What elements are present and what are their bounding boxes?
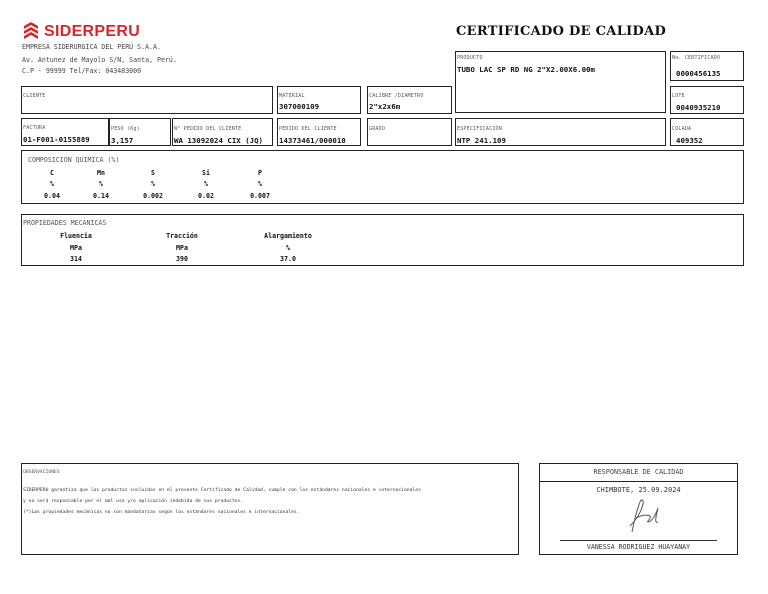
peso-value: 3,157 — [111, 136, 134, 145]
calibre-label: CALIBRE /DIAMETRO — [369, 93, 424, 99]
mech-value: 390 — [176, 255, 188, 263]
peso-box — [109, 118, 171, 146]
company-contact: C.P - 99999 Tel/Fax: 043483000 — [22, 67, 142, 75]
colada-value: 409352 — [676, 136, 703, 145]
lote-box — [670, 86, 744, 114]
observaciones-line: y no será responsable por el mal uso y/o aplicación indebida de sus productos. — [23, 499, 244, 504]
material-label: MATERIAL — [279, 93, 305, 99]
especificacion-value: NTP 241.109 — [457, 136, 506, 145]
responsable-name: VANESSA RODRIGUEZ HUAYANAY — [586, 543, 691, 551]
observaciones-box — [21, 463, 519, 555]
pedido-value: 14373461/000010 — [279, 136, 346, 145]
observaciones-label: OBSERVACIONES — [23, 470, 60, 475]
mech-name: Tracción — [166, 232, 198, 240]
chemical-title: COMPOSICION QUIMICA (%) — [28, 156, 120, 164]
colada-label: COLADA — [672, 126, 692, 132]
pedido-cliente-label: N° PEDIDO DEL CLIENTE — [174, 126, 242, 132]
especificacion-label: ESPECIFICACIÓN — [457, 126, 502, 132]
pedido-label: PEDIDO DEL CLIENTE — [279, 126, 337, 132]
chem-value: 0.14 — [93, 192, 109, 200]
document-title: CERTIFICADO DE CALIDAD — [456, 24, 667, 39]
chem-value: 0.04 — [44, 192, 60, 200]
factura-box — [21, 118, 109, 146]
producto-value: TUBO LAC SP RD NG 2"X2.00X6.00m — [457, 65, 595, 74]
responsable-place-date: CHIMBOTE, 25.09.2024 — [596, 486, 681, 494]
company-address: Av. Antunez de Mayolo S/N, Santa, Perú. — [22, 56, 177, 64]
mech-unit: % — [286, 244, 290, 252]
calibre-value: 2"x2x6m — [369, 102, 401, 111]
chem-element: C — [50, 169, 54, 177]
mech-value: 37.0 — [280, 255, 296, 263]
material-box — [277, 86, 361, 114]
certificado-label: No. CERTIFICADO — [672, 55, 721, 61]
mechanical-title: PROPIEDADES MECÁNICAS — [23, 219, 107, 227]
chem-value: 0.002 — [143, 192, 163, 200]
factura-value: 01-F001-0155889 — [23, 135, 90, 144]
chem-value: 0.02 — [198, 192, 214, 200]
chem-unit: % — [50, 180, 54, 188]
mechanical-properties-section — [21, 214, 744, 266]
chem-unit: % — [151, 180, 155, 188]
calibre-box — [367, 86, 452, 114]
colada-box — [670, 118, 744, 146]
company-name: EMPRESA SIDERURGICA DEL PERÚ S.A.A. — [22, 43, 161, 51]
observaciones-line: (*)Las propiedades mecánicas no son mandatorias según los estándares nacionales e internacionales. — [23, 510, 300, 515]
material-value: 307000109 — [279, 102, 320, 111]
mech-name: Alargamiento — [264, 232, 312, 240]
mech-name: Fluencia — [60, 232, 92, 240]
lote-value: 0040935210 — [676, 103, 721, 112]
producto-label: PRODUCTO — [457, 55, 483, 61]
signature-line — [560, 540, 717, 541]
chem-element: P — [258, 169, 262, 177]
observaciones-line: SIDERPERU garantiza que los productos incluidos en el presente Certificado de Calidad, cumple con los estándares nacionales e internacionales — [23, 488, 421, 493]
cliente-box — [21, 86, 273, 114]
grado-label: GRADO — [369, 126, 386, 132]
signature-icon — [618, 496, 668, 536]
factura-label: FACTURA — [23, 125, 46, 131]
company-logo — [22, 21, 142, 43]
mech-unit: MPa — [176, 244, 188, 252]
especificacion-box — [455, 118, 666, 146]
chem-element: S — [151, 169, 155, 177]
certificado-box — [670, 51, 744, 81]
brand-name: SIDERPERU — [44, 23, 141, 40]
chem-element: Si — [202, 169, 210, 177]
pedido-cliente-value: WA 13092024 CIX (JQ) — [174, 136, 263, 145]
chem-unit: % — [99, 180, 103, 188]
peso-label: PESO (Kg) — [111, 126, 140, 132]
chemical-composition-section — [21, 150, 744, 204]
mech-value: 314 — [70, 255, 82, 263]
pedido-cliente-box — [172, 118, 273, 146]
chem-unit: % — [258, 180, 262, 188]
mech-unit: MPa — [70, 244, 82, 252]
certificado-value: 0000456135 — [676, 69, 721, 78]
chem-value: 0.007 — [250, 192, 270, 200]
siderperu-logo-icon — [22, 21, 40, 41]
grado-box — [367, 118, 452, 146]
chem-unit: % — [204, 180, 208, 188]
cliente-label: CLIENTE — [23, 93, 46, 99]
chem-element: Mn — [97, 169, 105, 177]
responsable-title: RESPONSABLE DE CALIDAD — [540, 464, 737, 482]
lote-label: LOTE — [672, 93, 685, 99]
responsable-box — [539, 463, 738, 555]
producto-box — [455, 51, 666, 113]
pedido-box — [277, 118, 361, 146]
